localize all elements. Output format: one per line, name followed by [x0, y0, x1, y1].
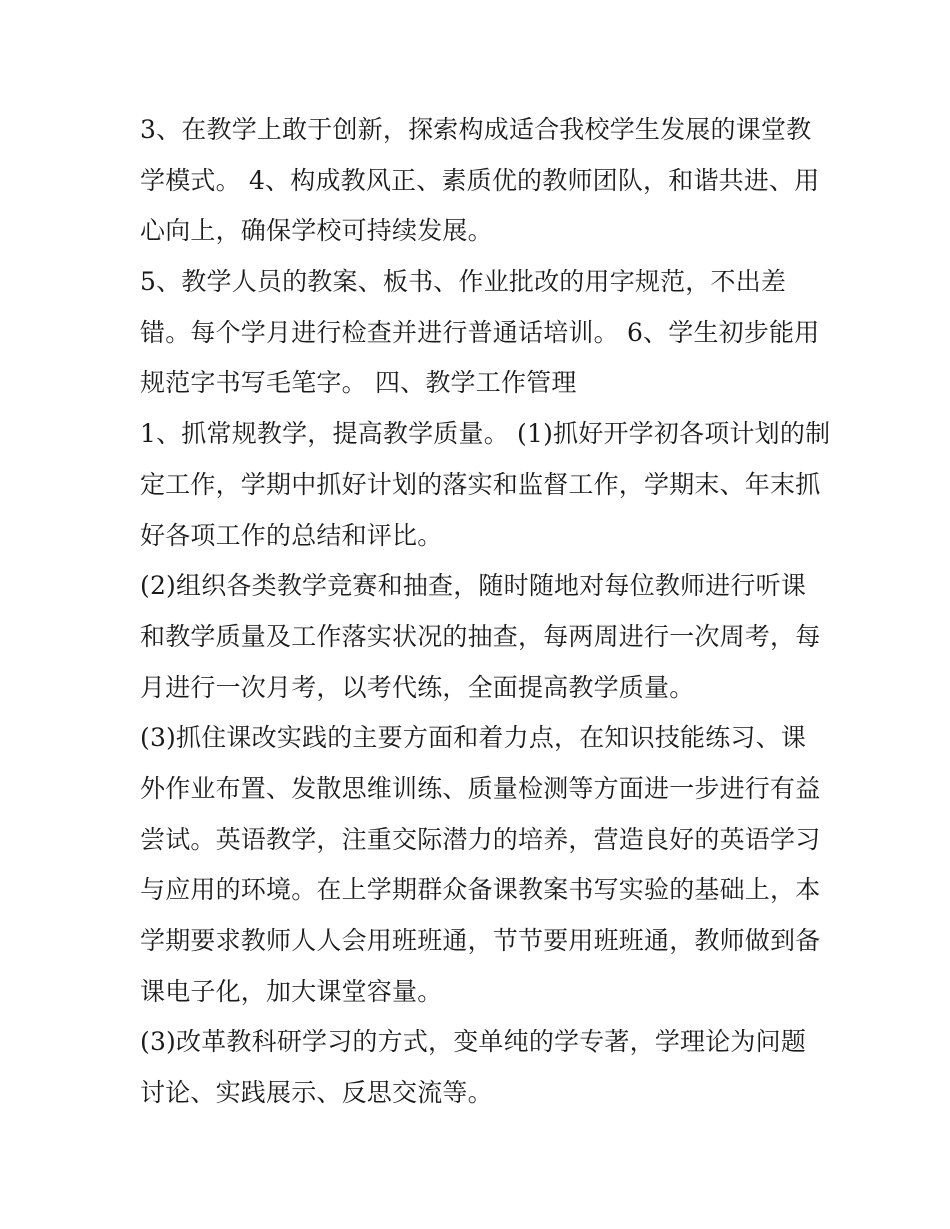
paragraph-goal-3-4 [140, 105, 820, 257]
paragraph-competitions [140, 561, 820, 713]
paragraph-research-reform [140, 1017, 820, 1118]
text-line: (3)抓住课改实践的主要方面和着力点，在知识技能练习、课 [140, 723, 807, 753]
text-line: 好各项工作的总结和评比。 [140, 520, 443, 550]
text-line: 和教学质量及工作落实状况的抽查，每两周进行一次周考，每 [140, 621, 821, 651]
text-line: 外作业布置、发散思维训练、质量检测等方面进一步进行有益 [140, 773, 821, 803]
text-line: 3、在教学上敢于创新，探索构成适合我校学生发展的课堂教 [140, 115, 812, 144]
text-line: 1、抓常规教学，提高教学质量。 (1)抓好开学初各项计划的制 [140, 419, 831, 449]
text-line: 尝试。英语教学，注重交际潜力的培养，营造良好的英语学习 [140, 824, 821, 854]
text-line: 5、教学人员的教案、板书、作业批改的用字规范，不出差 [140, 267, 787, 297]
text-line: (3)改革教科研学习的方式，变单纯的学专著，学理论为问题 [140, 1027, 807, 1057]
text-line: 规范字书写毛笔字。 四、教学工作管理 [140, 368, 577, 398]
text-line: (2)组织各类教学竞赛和抽查，随时随地对每位教师进行听课 [140, 571, 807, 601]
paragraph-curriculum-reform [140, 713, 820, 1017]
text-line: 课电子化，加大课堂容量。 [140, 976, 443, 1006]
document-body [140, 105, 831, 1119]
text-line: 学模式。 4、构成教风正、素质优的教师团队，和谐共进、用 [140, 165, 820, 195]
paragraph-routine-teaching [140, 409, 831, 561]
text-line: 月进行一次月考，以考代练，全面提高教学质量。 [140, 672, 695, 702]
text-line: 学期要求教师人人会用班班通，节节要用班班通，教师做到备 [140, 926, 821, 955]
text-line: 讨论、实践展示、反思交流等。 [140, 1078, 493, 1108]
text-line: 定工作，学期中抓好计划的落实和监督工作，学期末、年末抓 [140, 469, 821, 499]
text-line: 心向上，确保学校可持续发展。 [140, 216, 493, 246]
paragraph-goal-5-6 [140, 257, 820, 409]
text-line: 与应用的环境。在上学期群众备课教案书写实验的基础上，本 [140, 875, 821, 905]
text-line: 错。每个学月进行检查并进行普通话培训。 6、学生初步能用 [140, 317, 820, 347]
